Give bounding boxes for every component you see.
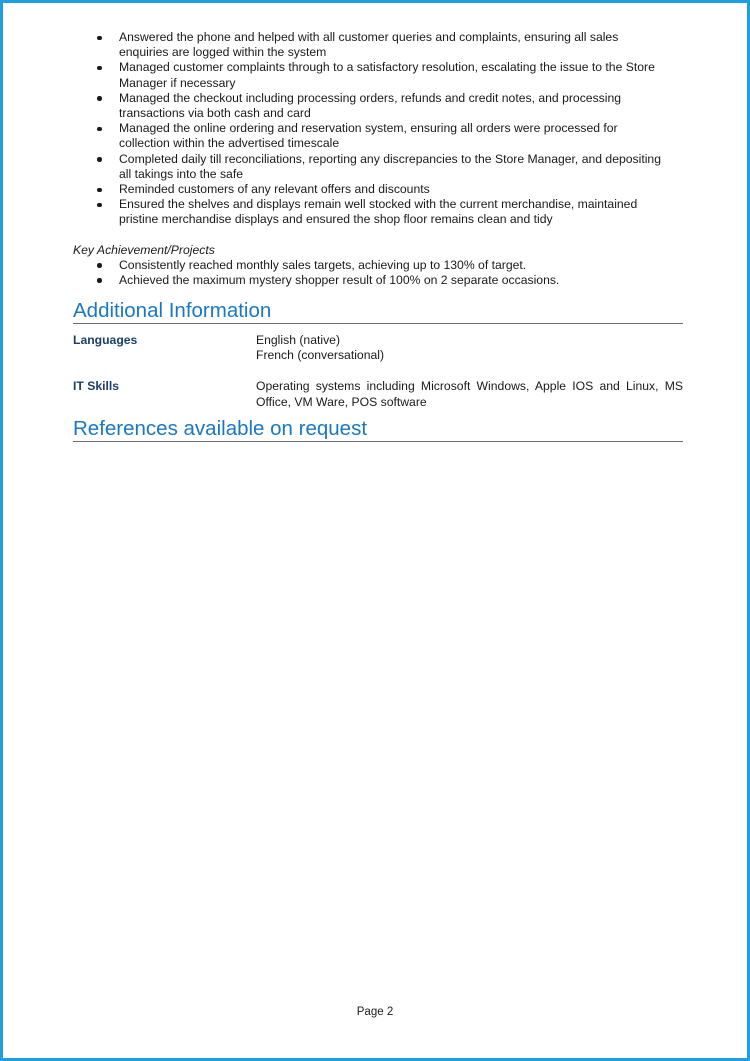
additional-information-heading: Additional Information	[73, 299, 683, 324]
duties-list	[73, 30, 683, 228]
bullet-icon	[97, 203, 102, 208]
duty-item: Reminded customers of any relevant offers and discounts	[73, 182, 683, 197]
languages-label: Languages	[73, 333, 138, 348]
achievements-list	[73, 258, 683, 288]
it-skills-row	[73, 379, 683, 409]
page-number: Page 2	[356, 1006, 394, 1018]
duty-item: Completed daily till reconciliations, reporting any discrepancies to the Store Manager, and depositing all takings into the safe	[73, 152, 683, 182]
references-heading: References available on request	[73, 417, 683, 442]
page-content	[73, 30, 683, 442]
duty-item: Managed the online ordering and reservation system, ensuring all orders were processed for collection within the advertised timescale	[73, 121, 683, 151]
achievement-item: Consistently reached monthly sales targets, achieving up to 130% of target.	[73, 258, 683, 273]
bullet-icon	[97, 96, 102, 101]
bullet-icon	[97, 278, 102, 283]
achievements-heading: Key Achievement/Projects	[73, 242, 215, 257]
duty-item: Ensured the shelves and displays remain well stocked with the current merchandise, maintained pristine merchandise displays and ensured the shop floor remains clean and tidy	[73, 197, 683, 227]
duty-item: Managed the checkout including processing orders, refunds and credit notes, and processing transactions via both cash and card	[73, 91, 683, 121]
duty-item: Answered the phone and helped with all customer queries and complaints, ensuring all sales enquiries are logged within the system	[73, 30, 683, 60]
it-skills-label: IT Skills	[73, 379, 120, 394]
achievement-item: Achieved the maximum mystery shopper result of 100% on 2 separate occasions.	[73, 273, 683, 288]
bullet-icon	[97, 157, 102, 162]
languages-row	[73, 333, 683, 363]
languages-value: English (native) French (conversational)	[256, 333, 385, 363]
bullet-icon	[97, 188, 102, 193]
bullet-icon	[97, 127, 102, 132]
duty-item: Managed customer complaints through to a satisfactory resolution, escalating the issue to the Store Manager if necessary	[73, 60, 683, 90]
it-skills-value: Operating systems including Microsoft Windows, Apple IOS and Linux, MS Office, VM Ware, POS software	[256, 379, 683, 409]
bullet-icon	[97, 66, 102, 71]
bullet-icon	[97, 263, 102, 268]
bullet-icon	[97, 36, 102, 41]
